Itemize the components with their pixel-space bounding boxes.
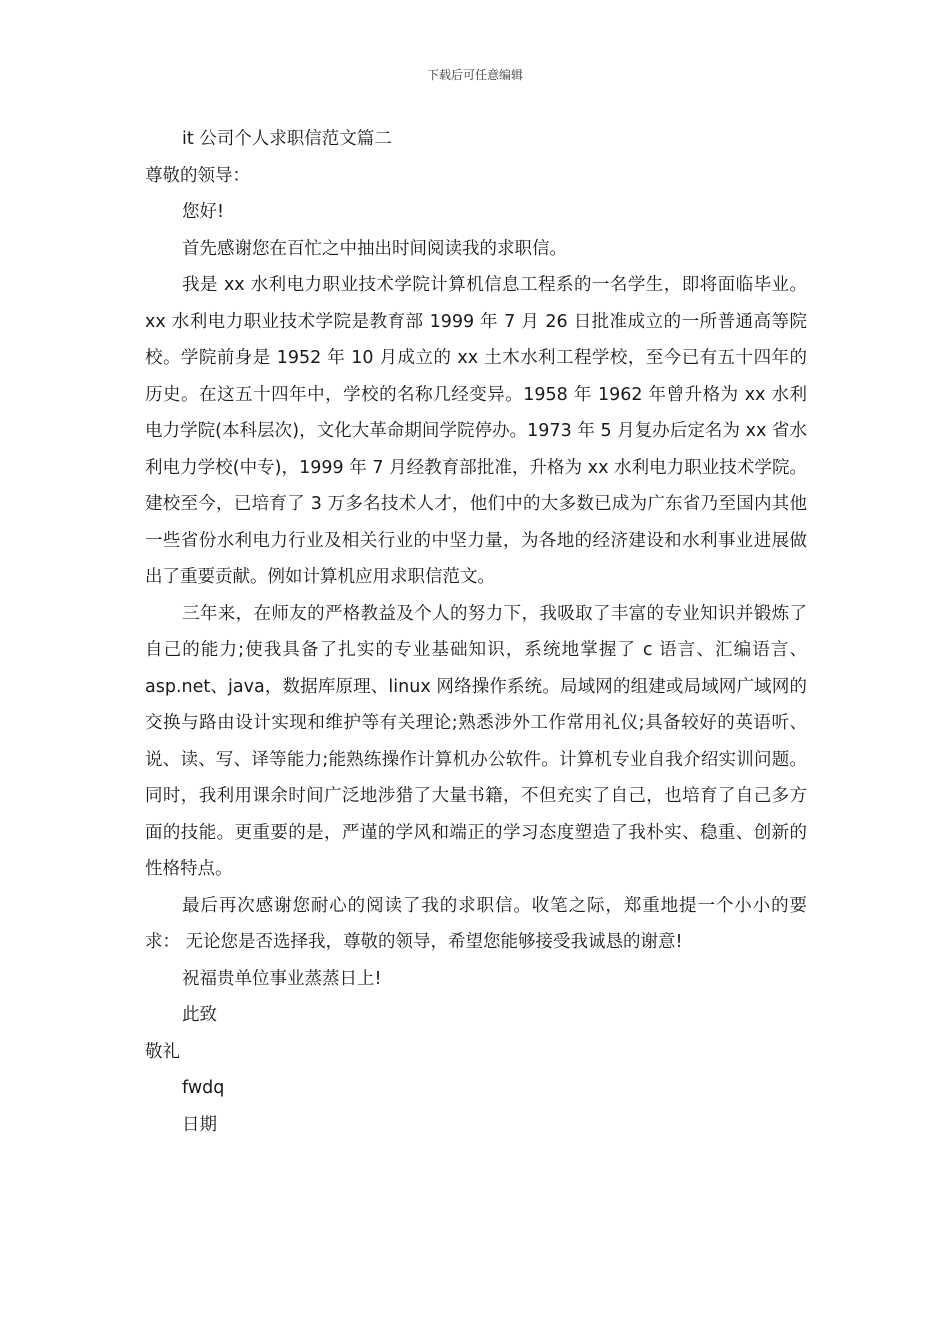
date-label: 日期	[182, 1114, 217, 1135]
salutation: 尊敬的领导：	[145, 165, 250, 186]
paragraph-skills: 三年来，在师友的严格教益及个人的努力下，我吸取了丰富的专业知识并锻炼了自己的能力;使我具备了扎实的专业基础知识，系统地掌握了 c 语言、汇编语言、asp.net、java，数据库原理、linux 网络操作系统。局域网的组建或局域网广域网的交换与路由设计实现和维护等有关理论;熟悉涉外工作常用礼仪;具备较好的英语听、说、读、写、译等能力;能熟练操作计算机办公软件。计算机专业自我介绍实训问题。同时，我利用课余时间广泛地涉猎了大量书籍，不但充实了自己，也培育了自己多方面的技能。更重要的是，严谨的学风和端正的学习态度塑造了我朴实、稳重、创新的性格特点。	[145, 603, 807, 879]
closing-salute: 敬礼	[145, 1041, 180, 1062]
closing-respectfully: 此致	[182, 1005, 217, 1025]
paragraph-thanks: 首先感谢您在百忙之中抽出时间阅读我的求职信。	[182, 238, 567, 259]
signature: fwdq	[182, 1078, 225, 1098]
paragraph-wishes: 祝福贵单位事业蒸蒸日上!	[182, 968, 382, 989]
greeting: 您好!	[182, 202, 225, 222]
header-note: 下载后可任意编辑	[426, 68, 523, 82]
letter-title: it 公司个人求职信范文篇二	[182, 129, 392, 149]
paragraph-closing: 最后再次感谢您耐心的阅读了我的求职信。收笔之际，郑重地提一个小小的要求： 无论您是否选择我，尊敬的领导，希望您能够接受我诚恳的谢意!	[145, 895, 807, 952]
letter-body	[145, 121, 807, 1143]
paragraph-introduction: 我是 xx 水利电力职业技术学院计算机信息工程系的一名学生，即将面临毕业。xx 水利电力职业技术学院是教育部 1999 年 7 月 26 日批准成立的一所普通高等院校。学院前身是 1952 年 10 月成立的 xx 土木水利工程学校，至今已有五十四年的历史。在这五十四年中，学校的名称几经变异。1958 年 1962 年曾升格为 xx 水利电力学院(本科层次)，文化大革命期间学院停办。1973 年 5 月复办后定名为 xx 省水利电力学校(中专)，1999 年 7 月经教育部批准，升格为 xx 水利电力职业技术学院。建校至今，已培育了 3 万多名技术人才，他们中的大多数已成为广东省乃至国内其他一些省份水利电力行业及相关行业的中坚力量，为各地的经济建设和水利事业进展做出了重要贡献。例如计算机应用求职信范文。	[145, 275, 807, 587]
